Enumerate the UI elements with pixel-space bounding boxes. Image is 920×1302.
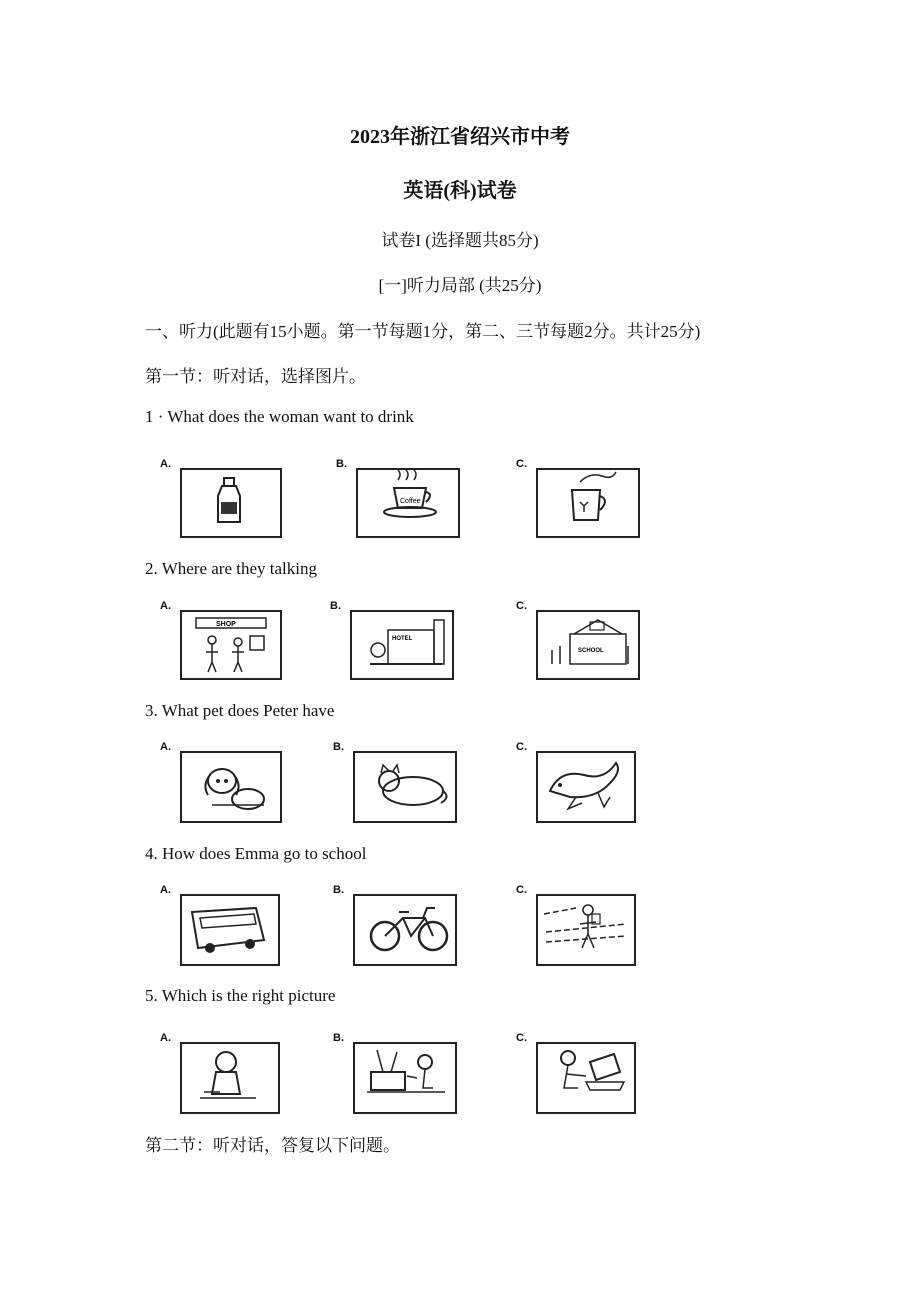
- part-heading: [一]听力局部 (共25分): [378, 276, 542, 295]
- q2-option-c[interactable]: [516, 600, 646, 682]
- cat-icon: [333, 741, 463, 823]
- option-letter-c: C.: [516, 458, 527, 470]
- question-3-text: 3. What pet does Peter have: [145, 701, 335, 720]
- q3-option-a[interactable]: [160, 741, 285, 823]
- school-icon: [516, 600, 646, 682]
- part-one-instructions: 第一节：听对话，选择图片。: [145, 367, 366, 386]
- q2-option-b[interactable]: [330, 600, 465, 682]
- option-letter-b: B.: [333, 741, 344, 753]
- option-letter-b: B.: [336, 458, 347, 470]
- bottle-icon: [160, 458, 285, 540]
- option-letter-a: A.: [160, 1032, 171, 1044]
- option-letter-c: C.: [516, 884, 527, 896]
- coffee-label: Coffee: [400, 498, 421, 505]
- bicycle-icon: [333, 884, 463, 966]
- q5-option-b[interactable]: [333, 1032, 463, 1114]
- q5-option-c[interactable]: [516, 1032, 641, 1114]
- question-4-text: 4. How does Emma go to school: [145, 844, 367, 863]
- question-1-text: 1 · What does the woman want to drink: [145, 407, 414, 426]
- option-letter-b: B.: [333, 1032, 344, 1044]
- option-letter-a: A.: [160, 458, 171, 470]
- q3-option-c[interactable]: [516, 741, 641, 823]
- q4-option-b[interactable]: [333, 884, 463, 966]
- option-letter-c: C.: [516, 1032, 527, 1044]
- q1-option-c[interactable]: [516, 458, 646, 540]
- exam-title: 2023年浙江省绍兴市中考: [350, 126, 570, 148]
- question-5-text: 5. Which is the right picture: [145, 986, 336, 1005]
- shop-icon: [160, 600, 285, 682]
- option-letter-a: A.: [160, 741, 171, 753]
- q4-option-c[interactable]: [516, 884, 641, 966]
- option-letter-c: C.: [516, 600, 527, 612]
- desk-girl-icon: [333, 1032, 463, 1114]
- hotel-label: HOTEL: [392, 636, 413, 642]
- walking-icon: [516, 884, 641, 966]
- shop-label: SHOP: [216, 621, 236, 628]
- dog-icon: [160, 741, 285, 823]
- option-letter-a: A.: [160, 600, 171, 612]
- q3-option-b[interactable]: [333, 741, 463, 823]
- coffee-cup-icon: [336, 458, 466, 540]
- hotel-icon: [330, 600, 465, 682]
- q4-option-a[interactable]: [160, 884, 285, 966]
- q2-option-a[interactable]: [160, 600, 285, 682]
- q5-option-a[interactable]: [160, 1032, 285, 1114]
- seal-icon: [516, 741, 641, 823]
- option-letter-b: B.: [333, 884, 344, 896]
- question-2-text: 2. Where are they talking: [145, 559, 317, 578]
- option-letter-b: B.: [330, 600, 341, 612]
- option-letter-c: C.: [516, 741, 527, 753]
- q1-option-a[interactable]: [160, 458, 285, 540]
- hot-mug-icon: [516, 458, 646, 540]
- bus-icon: [160, 884, 285, 966]
- q1-option-b[interactable]: [336, 458, 466, 540]
- computer-icon: [516, 1032, 641, 1114]
- option-letter-a: A.: [160, 884, 171, 896]
- reading-girl-icon: [160, 1032, 285, 1114]
- school-label: SCHOOL: [578, 648, 604, 654]
- exam-subject: 英语(科)试卷: [403, 180, 517, 202]
- part-two-instructions: 第二节：听对话，答复以下问题。: [145, 1136, 400, 1155]
- paper-heading: 试卷I (选择题共85分): [381, 231, 539, 250]
- section-instructions: 一、听力(此题有15小题。第一节每题1分，第二、三节每题2分。共计25分): [145, 322, 701, 341]
